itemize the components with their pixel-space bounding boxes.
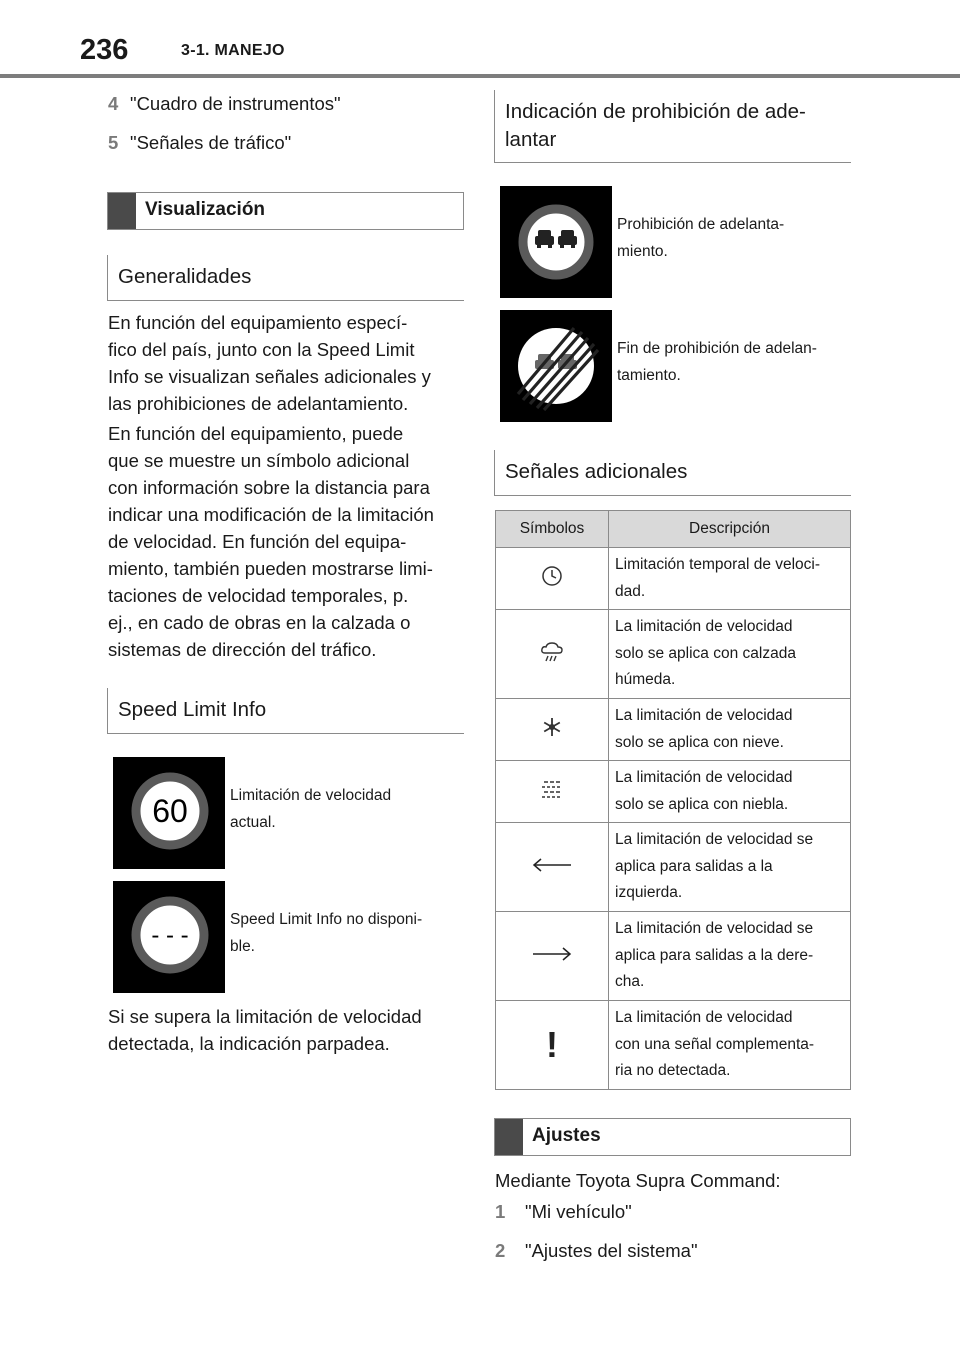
end-no-overtaking-sign — [500, 310, 612, 422]
speed-limit-unavailable-sign — [113, 881, 225, 993]
row-description: La limitación de velocidad solo se aplica con calzada húmeda. — [609, 610, 851, 699]
header-divider — [0, 74, 960, 78]
table-row — [496, 610, 851, 699]
section-heading-visualizacion — [107, 192, 464, 230]
paragraph-blink: Si se supera la limitación de velocidad detectada, la indicación parpadea. — [108, 1006, 422, 1054]
speed-limit-value: 60 — [152, 793, 188, 829]
subheading-title: Señales adicionales — [505, 460, 688, 483]
step-number: 4 — [108, 93, 119, 114]
fog-icon — [539, 778, 565, 800]
step-number: 1 — [495, 1201, 506, 1222]
subheading-speed-limit-info — [107, 688, 464, 734]
end-no-overtaking-icon — [500, 310, 612, 422]
subheading-title: Generalidades — [118, 265, 252, 288]
row-description: La limitación de velocidad se aplica para salidas a la izquierda. — [609, 823, 851, 912]
speed-limit-60-sign — [113, 757, 225, 869]
arrow-right-icon — [531, 946, 573, 962]
settings-intro: Mediante Toyota Supra Command: — [495, 1170, 781, 1191]
step-text: "Mi vehículo" — [525, 1201, 632, 1222]
table-row — [496, 548, 851, 610]
sign-caption: Speed Limit Info no disponi- ble. — [230, 911, 423, 955]
speed-limit-unavailable-icon — [113, 881, 225, 993]
section-title: Ajustes — [532, 1125, 601, 1146]
no-overtaking-icon — [500, 186, 612, 298]
step-item — [495, 1200, 632, 1224]
step-number: 5 — [108, 132, 119, 153]
snowflake-icon — [541, 716, 563, 738]
table-row — [496, 699, 851, 761]
exclamation-icon: ! — [546, 1024, 558, 1065]
speed-limit-circle-icon — [113, 757, 225, 869]
table-row — [496, 761, 851, 823]
paragraph-additional-symbol: En función del equipamiento, puede que se muestre un símbolo adicional con información sobre la distancia para indicar una modificación de la limitación de velocidad. En función del equipa- miento, también pueden mostrarse limi- taciones de velocidad temporales, p. ej., en cado de obras en la calzada o sistemas de dirección del tráfico. — [108, 423, 434, 660]
step-text: "Cuadro de instrumentos" — [130, 93, 341, 114]
sign-caption: Fin de prohibición de adelan- tamiento. — [617, 340, 817, 384]
arrow-left-icon — [531, 857, 573, 873]
row-description: La limitación de velocidad solo se aplica con nieve. — [609, 699, 851, 761]
wet-road-icon — [539, 640, 565, 664]
chapter-title: 3-1. MANEJO — [181, 42, 285, 59]
table-header-row — [496, 511, 851, 548]
subheading-generalidades — [107, 255, 464, 301]
table-row — [496, 1001, 851, 1090]
column-header-description: Descripción — [609, 511, 851, 548]
step-item — [108, 92, 341, 116]
row-description: La limitación de velocidad con una señal complementa- ria no detectada. — [609, 1001, 851, 1090]
row-description: La limitación de velocidad se aplica para salidas a la dere- cha. — [609, 912, 851, 1001]
step-item — [495, 1239, 698, 1263]
sign-caption: Limitación de velocidad actual. — [230, 787, 392, 831]
clock-icon — [540, 564, 564, 588]
paragraph-intro: En función del equipamiento especí- fico del país, junto con la Speed Limit Info se visualizan señales adicionales y las prohibiciones de adelantamiento. — [108, 312, 431, 414]
subheading-senales-adicionales — [494, 450, 851, 496]
section-title: Visualización — [145, 199, 266, 220]
subheading-prohibicion-adelantar — [494, 90, 851, 163]
page-number: 236 — [80, 34, 129, 66]
subheading-title: Indicación de prohibición de ade- lantar — [505, 100, 806, 151]
subheading-title: Speed Limit Info — [118, 698, 267, 721]
table-row — [496, 912, 851, 1001]
unavailable-symbol: - - - — [151, 922, 189, 949]
section-heading-ajustes — [494, 1118, 851, 1156]
step-item — [108, 131, 291, 155]
additional-signs-table — [495, 510, 851, 1090]
column-header-symbols: Símbolos — [496, 511, 609, 548]
step-number: 2 — [495, 1240, 506, 1261]
step-text: "Señales de tráfico" — [130, 132, 292, 153]
table-row — [496, 823, 851, 912]
row-description: La limitación de velocidad solo se aplica con niebla. — [609, 761, 851, 823]
step-text: "Ajustes del sistema" — [525, 1240, 698, 1261]
no-overtaking-sign — [500, 186, 612, 298]
row-description: Limitación temporal de veloci- dad. — [609, 548, 851, 610]
sign-caption: Prohibición de adelanta- miento. — [617, 216, 785, 260]
